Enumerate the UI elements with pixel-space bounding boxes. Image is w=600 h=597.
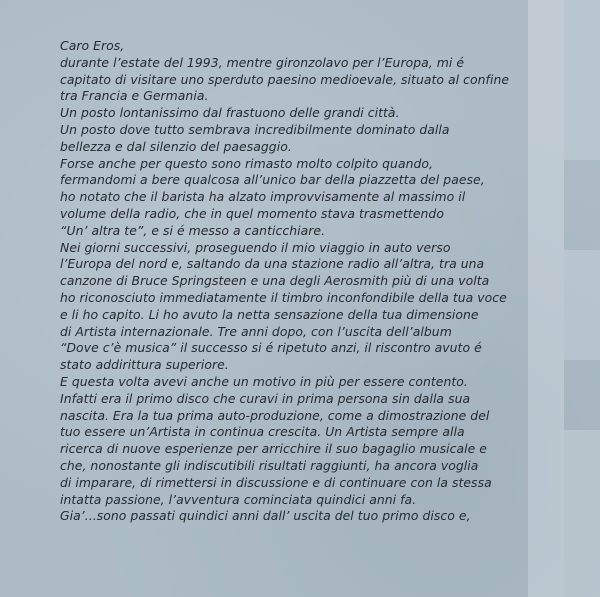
letter-line: e li ho capito. Li ho avuto la netta sensazione della tua dimensione bbox=[60, 306, 479, 322]
letter-line: che, nonostante gli indiscutibili risultati raggiunti, ha ancora voglia bbox=[60, 457, 479, 473]
letter-line: “Un’ altra te”, e si é messo a canticchiare. bbox=[60, 222, 326, 238]
letter-line: tra Francia e Germania. bbox=[60, 88, 209, 104]
letter-line: ricerca di nuove esperienze per arricchire il suo bagaglio musicale e bbox=[60, 441, 487, 457]
letter-line: intatta passione, l’avventura cominciata quindici anni fa. bbox=[60, 491, 417, 507]
letter-salutation: Caro Eros, bbox=[60, 38, 125, 53]
letter-line: ho riconosciuto immediatamente il timbro inconfondibile della tua voce bbox=[60, 289, 507, 305]
watermark-stroke bbox=[564, 0, 600, 160]
letter-line: di Artista internazionale. Tre anni dopo, con l’uscita dell’album bbox=[60, 323, 452, 339]
letter-line: Un posto lontanissimo dal frastuono delle grandi città. bbox=[60, 105, 400, 121]
letter-line: volume della radio, che in quel momento stava trasmettendo bbox=[60, 205, 444, 221]
letter-line: capitato di visitare uno sperduto paesino medioevale, situato al confine bbox=[60, 71, 510, 87]
letter-line: “Dove c’è musica” il successo si é ripetuto anzi, il riscontro avuto é bbox=[60, 340, 482, 356]
letter-line: Nei giorni successivi, proseguendo il mio viaggio in auto verso bbox=[60, 239, 451, 255]
letter-line: stato addirittura superiore. bbox=[60, 357, 229, 373]
letter-line: di imparare, di rimettersi in discussione e di continuare con la stessa bbox=[60, 474, 492, 490]
letter-line: Gia’...sono passati quindici anni dall’ uscita del tuo primo disco e, bbox=[60, 508, 471, 524]
watermark-stroke bbox=[564, 250, 600, 360]
letter-line: Forse anche per questo sono rimasto molto colpito quando, bbox=[60, 155, 434, 171]
letter-line: Un posto dove tutto sembrava incredibilmente dominato dalla bbox=[60, 121, 450, 137]
letter-line: E questa volta avevi anche un motivo in più per essere contento. bbox=[60, 373, 468, 389]
watermark-stroke bbox=[564, 430, 600, 597]
letter-line: ho notato che il barista ha alzato improvvisamente al massimo il bbox=[60, 189, 466, 205]
letter-line: nascita. Era la tua prima auto-produzione, come a dimostrazione del bbox=[60, 407, 490, 423]
letter-line: bellezza e dal silenzio del paesaggio. bbox=[60, 138, 292, 154]
letter-line: tuo essere un’Artista in continua crescita. Un Artista sempre alla bbox=[60, 424, 465, 440]
letter-line: canzone di Bruce Springsteen e una degli Aerosmith più di una volta bbox=[60, 273, 490, 289]
letter-body bbox=[60, 38, 560, 525]
letter-line: fermandomi a bere qualcosa all’unico bar della piazzetta del paese, bbox=[60, 172, 485, 188]
letter-line: durante l’estate del 1993, mentre gironzolavo per l’Europa, mi é bbox=[60, 54, 465, 70]
letter-line: l’Europa del nord e, saltando da una stazione radio all’altra, tra una bbox=[60, 256, 485, 272]
letter-line: Infatti era il primo disco che curavi in prima persona sin dalla sua bbox=[60, 390, 471, 406]
